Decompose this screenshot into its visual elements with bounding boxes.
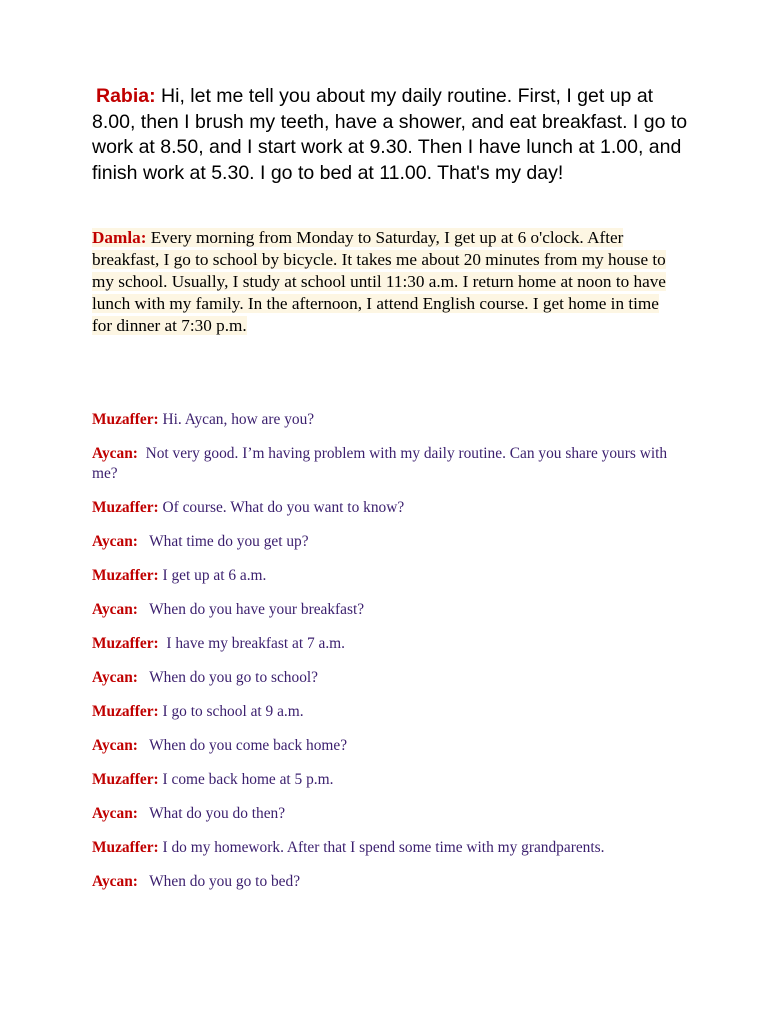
dialogue-text: I have my breakfast at 7 a.m. (166, 634, 345, 652)
dialogue-text: When do you go to bed? (149, 872, 301, 890)
dialogue-line (92, 804, 672, 824)
dialogue-separator (138, 669, 149, 686)
dialogue-text: I get up at 6 a.m. (162, 566, 267, 584)
dialogue-text: What time do you get up? (149, 532, 309, 550)
rabia-speaker-label: Rabia: (96, 85, 156, 107)
dialogue-speaker: Muzaffer: (92, 702, 159, 720)
dialogue-speaker: Muzaffer: (92, 498, 159, 516)
dialogue-text: Of course. What do you want to know? (162, 498, 405, 516)
rabia-paragraph (92, 84, 692, 186)
dialogue-line (92, 600, 672, 620)
dialogue-speaker: Muzaffer: (92, 411, 159, 428)
dialogue-line (92, 410, 672, 430)
dialogue-speaker: Muzaffer: (92, 770, 159, 788)
dialogue-line (92, 444, 672, 483)
dialogue-separator (138, 873, 149, 890)
dialogue-line (92, 736, 672, 756)
dialogue-line (92, 702, 672, 722)
dialogue-separator (138, 805, 149, 822)
dialogue-speaker: Muzaffer: (92, 566, 159, 584)
dialogue-text: I go to school at 9 a.m. (162, 702, 304, 720)
dialogue-line (92, 532, 672, 552)
dialogue-text: When do you have your breakfast? (149, 600, 365, 618)
damla-text: Every morning from Monday to Saturday, I get up at 6 o'clock. After breakfast, I go to school by bicycle. It takes me about 20 minutes from my house to my school. Usually, I study at school until 11:30 a.m. I return home at noon to have lunch with my family. In the afternoon, I attend English course. I get home in time for dinner at 7:30 p.m. (92, 228, 666, 335)
dialogue-line (92, 634, 672, 654)
dialogue-speaker: Aycan: (92, 736, 138, 754)
dialogue-separator (138, 737, 149, 754)
dialogue-speaker: Aycan: (92, 532, 138, 550)
dialogue (92, 410, 672, 906)
dialogue-separator (138, 445, 146, 462)
dialogue-text: Not very good. I’m having problem with my daily routine. Can you share yours with me? (92, 445, 668, 482)
dialogue-text: I do my homework. After that I spend some time with my grandparents. (162, 838, 605, 856)
dialogue-line (92, 566, 672, 586)
dialogue-text: What do you do then? (149, 804, 286, 822)
dialogue-text: Hi. Aycan, how are you? (162, 411, 315, 428)
dialogue-line (92, 770, 672, 790)
dialogue-line (92, 838, 672, 858)
damla-highlight (92, 228, 666, 335)
dialogue-speaker: Aycan: (92, 872, 138, 890)
rabia-text: Hi, let me tell you about my daily routine. First, I get up at 8.00, then I brush my teeth, have a shower, and eat breakfast. I go to work at 8.50, and I start work at 9.30. Then I have lunch at 1.00, and finish work at 5.30. I go to bed at 11.00. That's my day! (92, 85, 688, 184)
damla-paragraph (92, 227, 677, 337)
dialogue-line (92, 668, 672, 688)
dialogue-line (92, 498, 672, 518)
dialogue-separator (138, 533, 149, 550)
dialogue-text: When do you come back home? (149, 736, 348, 754)
dialogue-speaker: Muzaffer: (92, 634, 159, 652)
dialogue-text: I come back home at 5 p.m. (162, 770, 334, 788)
dialogue-text: When do you go to school? (149, 668, 318, 686)
dialogue-speaker: Muzaffer: (92, 838, 159, 856)
dialogue-speaker: Aycan: (92, 668, 138, 686)
damla-speaker-label: Damla: (92, 228, 147, 247)
dialogue-line (92, 872, 672, 892)
dialogue-speaker: Aycan: (92, 804, 138, 822)
dialogue-speaker: Aycan: (92, 445, 138, 462)
dialogue-speaker: Aycan: (92, 600, 138, 618)
dialogue-separator (138, 601, 149, 618)
